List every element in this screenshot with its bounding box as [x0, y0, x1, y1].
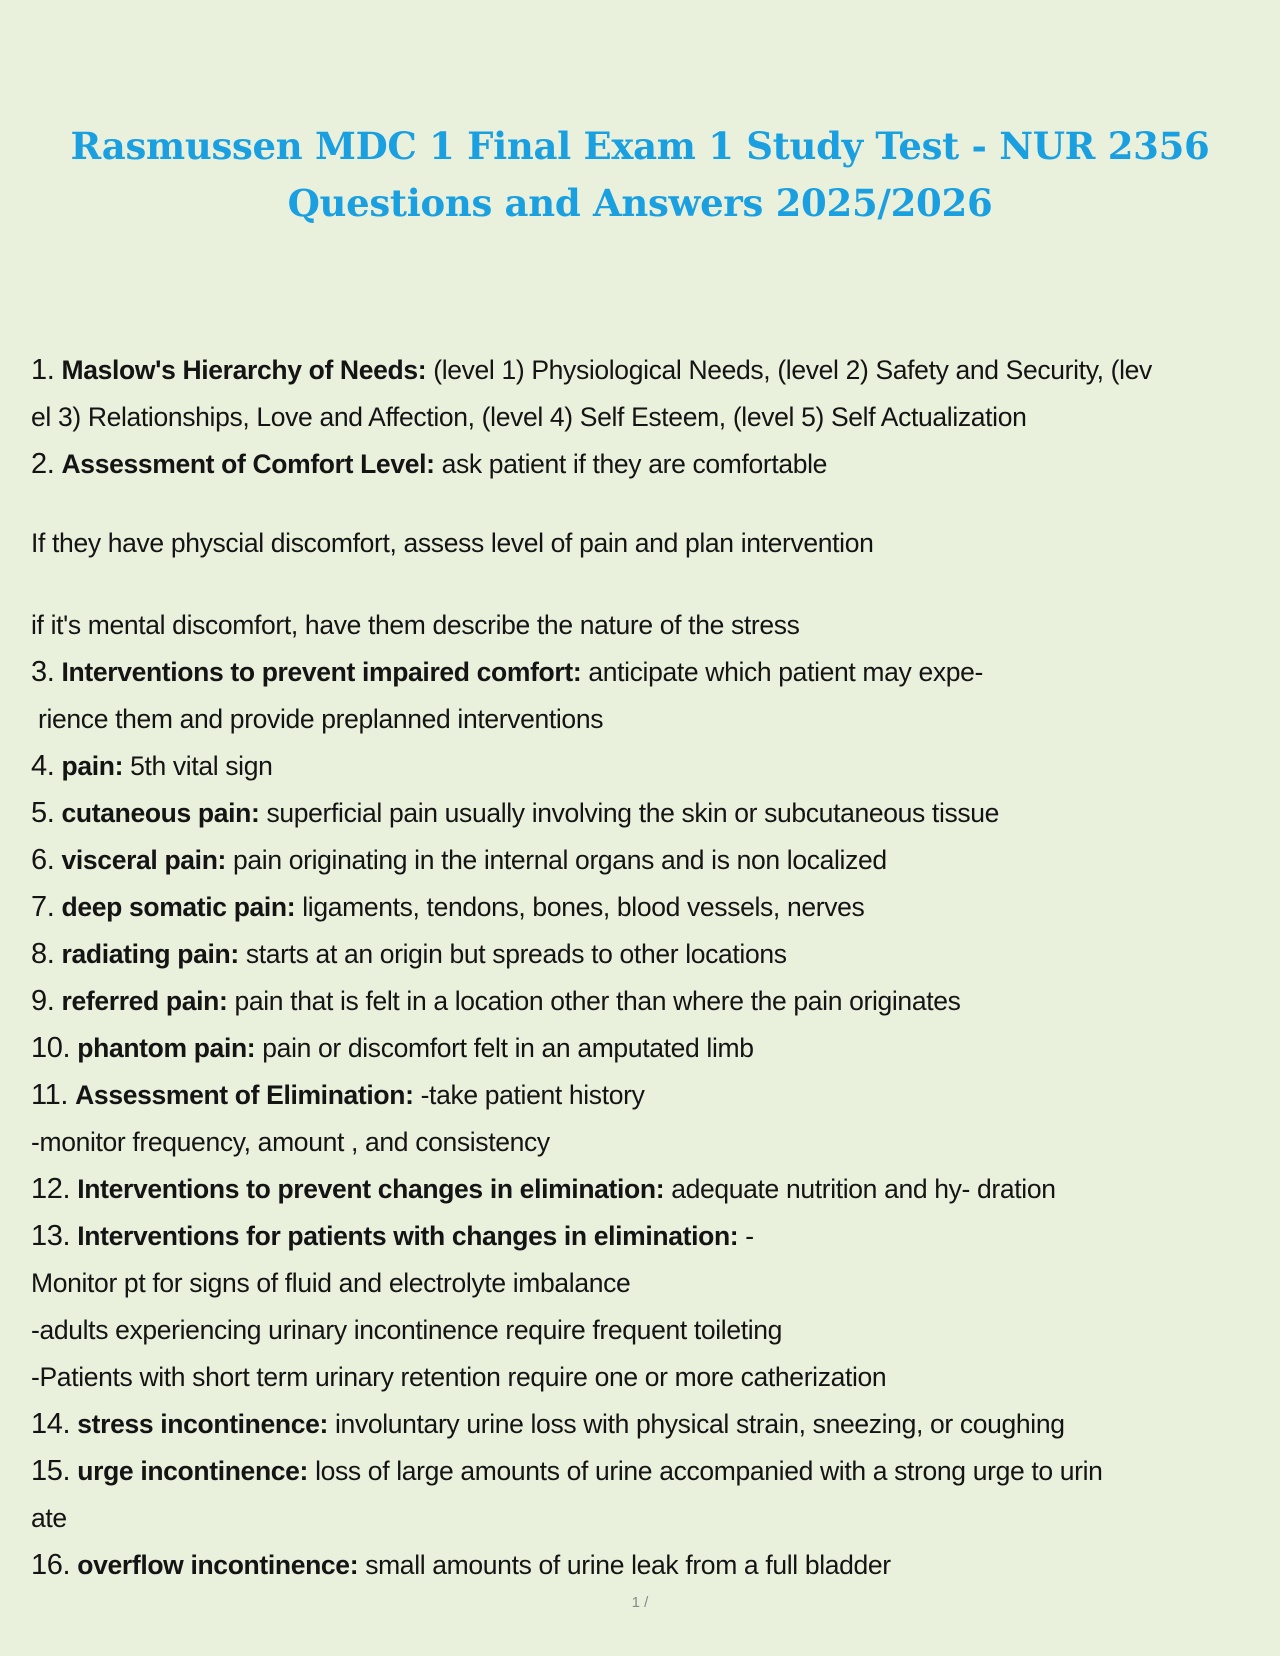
- list-item: 8. radiating pain: starts at an origin but spreads to other locations: [31, 938, 787, 970]
- item-paragraph: If they have physcial discomfort, assess level of pain and plan intervention: [31, 528, 874, 558]
- list-item: 3. Interventions to prevent impaired comfort: anticipate which patient may expe-: [31, 656, 983, 688]
- item-term: Interventions for patients with changes in elimination:: [77, 1221, 739, 1251]
- list-item: 6. visceral pain: pain originating in the internal organs and is non localized: [31, 844, 887, 876]
- list-item: 9. referred pain: pain that is felt in a location other than where the pain originates: [31, 985, 961, 1017]
- item-term: phantom pain:: [77, 1033, 256, 1063]
- item-definition: small amounts of urine leak from a full bladder: [365, 1550, 891, 1580]
- item-definition: adequate nutrition and hy- dration: [671, 1174, 1056, 1204]
- qa-list: [31, 347, 1256, 1589]
- list-item: 2. Assessment of Comfort Level: ask patient if they are comfortable: [31, 448, 828, 480]
- item-definition: involuntary urine loss with physical strain, sneezing, or coughing: [335, 1409, 1065, 1439]
- item-term: cutaneous pain:: [61, 798, 260, 828]
- item-definition: (level 1) Physiological Needs, (level 2) Safety and Security, (lev: [433, 355, 1152, 385]
- item-term: stress incontinence:: [77, 1409, 328, 1439]
- item-definition: superficial pain usually involving the skin or subcutaneous tissue: [266, 798, 1000, 828]
- item-term: pain:: [61, 751, 124, 781]
- item-term: Assessment of Elimination:: [75, 1080, 414, 1110]
- item-definition: 5th vital sign: [130, 751, 273, 781]
- item-continuation: -monitor frequency, amount , and consistency: [31, 1127, 550, 1157]
- title-line-2: Questions and Answers 2025/2026: [287, 181, 993, 225]
- item-continuation: rience them and provide preplanned interventions: [31, 704, 604, 734]
- item-definition: starts at an origin but spreads to other locations: [245, 939, 787, 969]
- item-definition: -: [745, 1221, 754, 1251]
- item-continuation: -adults experiencing urinary incontinence require frequent toileting: [31, 1315, 783, 1345]
- list-item: 1. Maslow's Hierarchy of Needs: (level 1) Physiological Needs, (level 2) Safety and Security, (lev: [31, 354, 1152, 386]
- item-term: referred pain:: [61, 986, 228, 1016]
- item-term: deep somatic pain:: [61, 892, 296, 922]
- item-definition: pain that is felt in a location other than where the pain originates: [234, 986, 961, 1016]
- list-item: 13. Interventions for patients with changes in elimination: -: [31, 1220, 754, 1252]
- list-item: 10. phantom pain: pain or discomfort felt in an amputated limb: [31, 1032, 754, 1064]
- list-item: 11. Assessment of Elimination: -take patient history: [31, 1079, 645, 1111]
- item-definition: loss of large amounts of urine accompanied with a strong urge to urin: [315, 1456, 1103, 1486]
- item-term: Interventions to prevent impaired comfort:: [61, 657, 582, 687]
- item-definition: ligaments, tendons, bones, blood vessels, nerves: [302, 892, 865, 922]
- item-definition: pain originating in the internal organs and is non localized: [233, 845, 887, 875]
- item-continuation: el 3) Relationships, Love and Affection, (level 4) Self Esteem, (level 5) Self Actualization: [31, 402, 1027, 432]
- list-item: 14. stress incontinence: involuntary urine loss with physical strain, sneezing, or coughing: [31, 1408, 1065, 1440]
- item-definition: pain or discomfort felt in an amputated limb: [262, 1033, 754, 1063]
- item-term: Interventions to prevent changes in elimination:: [77, 1174, 665, 1204]
- list-item: 12. Interventions to prevent changes in elimination: adequate nutrition and hy- dration: [31, 1173, 1056, 1205]
- item-term: radiating pain:: [61, 939, 239, 969]
- item-continuation: -Patients with short term urinary retention require one or more catherization: [31, 1362, 887, 1392]
- item-term: Assessment of Comfort Level:: [61, 449, 435, 479]
- page-number: 1 /: [631, 1594, 649, 1611]
- list-item: 16. overflow incontinence: small amounts of urine leak from a full bladder: [31, 1549, 891, 1581]
- item-paragraph: if it's mental discomfort, have them describe the nature of the stress: [31, 610, 800, 640]
- document-title: [0, 118, 1280, 232]
- item-term: overflow incontinence:: [77, 1550, 359, 1580]
- item-term: Maslow's Hierarchy of Needs:: [61, 355, 427, 385]
- list-item: 5. cutaneous pain: superficial pain usually involving the skin or subcutaneous tissue: [31, 797, 1000, 829]
- item-definition: anticipate which patient may expe-: [588, 657, 983, 687]
- item-definition: ask patient if they are comfortable: [441, 449, 828, 479]
- list-item: 7. deep somatic pain: ligaments, tendons, bones, blood vessels, nerves: [31, 891, 865, 923]
- item-definition: -take patient history: [420, 1080, 645, 1110]
- list-item: 15. urge incontinence: loss of large amounts of urine accompanied with a strong urge to urin: [31, 1455, 1103, 1487]
- item-continuation: ate: [31, 1503, 67, 1533]
- item-term: visceral pain:: [61, 845, 227, 875]
- list-item: 4. pain: 5th vital sign: [31, 750, 273, 782]
- item-term: urge incontinence:: [77, 1456, 309, 1486]
- title-line-1: Rasmussen MDC 1 Final Exam 1 Study Test - NUR 2356: [70, 124, 1210, 168]
- item-continuation: Monitor pt for signs of fluid and electrolyte imbalance: [31, 1268, 631, 1298]
